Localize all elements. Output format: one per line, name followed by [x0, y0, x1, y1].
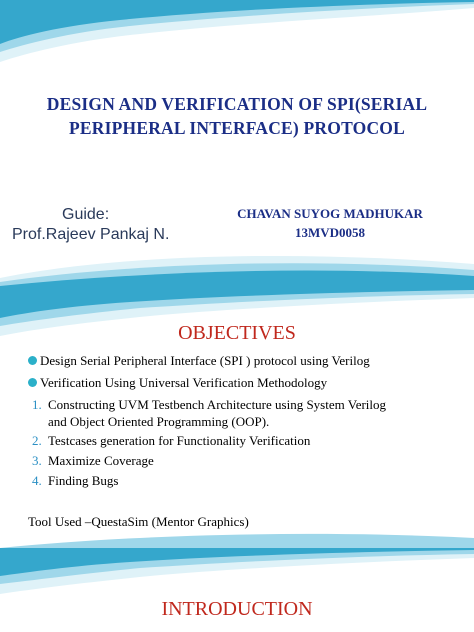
guide-label: Guide:: [62, 206, 110, 223]
author-id: 13MVD0058: [294, 225, 366, 240]
bullet-dot-icon: [28, 378, 37, 387]
objectives-heading: OBJECTIVES: [178, 322, 296, 344]
top-wave-decoration: [0, 0, 474, 70]
item-number: 4.: [32, 473, 42, 488]
objectives-slide: [0, 288, 474, 548]
bullet-text: Design Serial Peripheral Interface (SPI ) protocol using Verilog: [40, 353, 370, 368]
title-line-1: DESIGN AND VERIFICATION OF SPI(SERIAL: [46, 94, 428, 114]
item-text: Testcases generation for Functionality Verification: [48, 433, 311, 448]
bullet-dot-icon: [28, 356, 37, 365]
title-line-2: PERIPHERAL INTERFACE) PROTOCOL: [69, 118, 405, 138]
bottom-wave-decoration: [0, 244, 474, 288]
item-text: [48, 396, 458, 430]
item-number: 2.: [32, 433, 42, 448]
item-number: 3.: [32, 453, 42, 468]
item-text-line-1: Constructing UVM Testbench Architecture using System Verilog: [48, 397, 387, 412]
item-text-line-2: and Object Oriented Programming (OOP).: [48, 414, 270, 429]
item-text: Maximize Coverage: [48, 453, 154, 468]
title-slide: [0, 0, 474, 288]
introduction-slide: [0, 548, 474, 632]
introduction-heading: INTRODUCTION: [161, 598, 313, 620]
tool-used-text: Tool Used –QuestaSim (Mentor Graphics): [28, 514, 249, 529]
bullet-text: Verification Using Universal Verification Methodology: [40, 375, 328, 390]
item-text: Finding Bugs: [48, 473, 119, 488]
presentation-title: [20, 92, 454, 140]
item-number: 1.: [32, 397, 42, 412]
guide-name: Prof.Rajeev Pankaj N.: [12, 226, 170, 243]
author-name: CHAVAN SUYOG MADHUKAR: [237, 206, 423, 221]
bottom-wave-decoration: [0, 524, 474, 548]
top-wave-decoration: [0, 548, 474, 594]
